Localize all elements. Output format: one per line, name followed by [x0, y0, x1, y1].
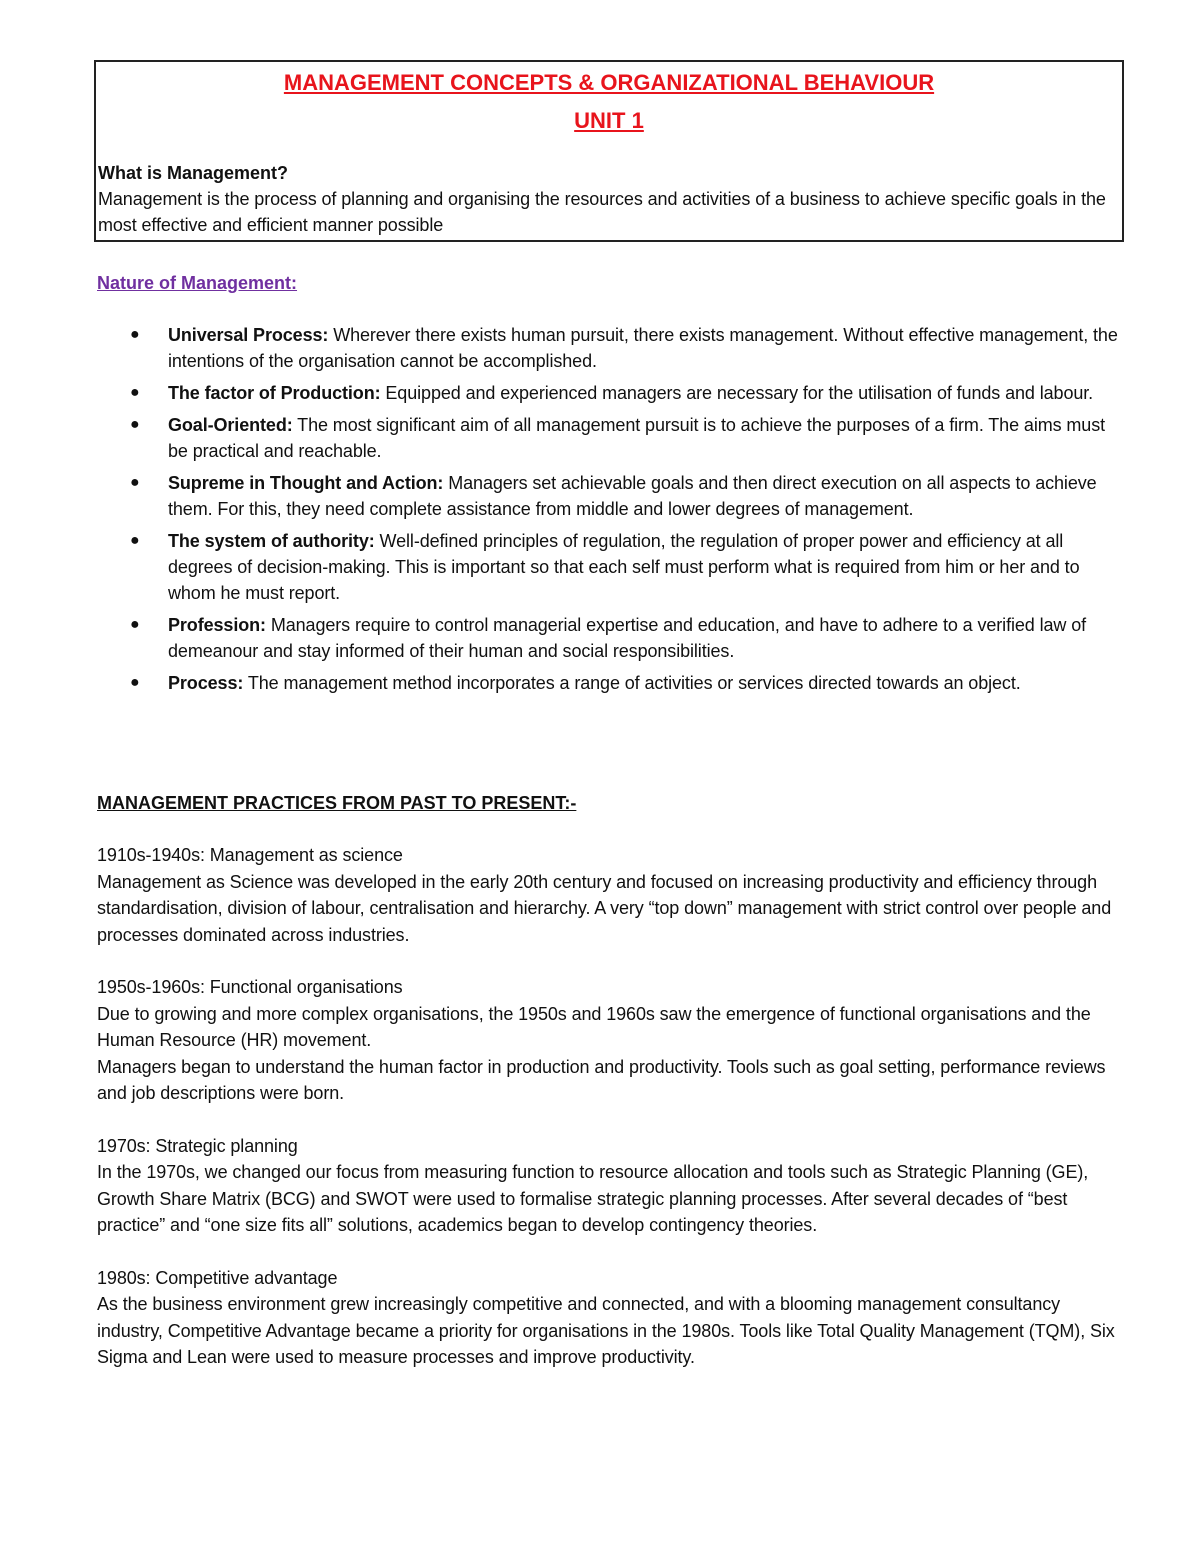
bullet-term: Universal Process:: [168, 325, 329, 345]
bullet-text: Well-defined principles of regulation, the regulation of proper power and efficiency at all degrees of decision-making. This is important so that each self must perform what is required from him or her and to whom he must report.: [168, 531, 1080, 603]
era-paragraph: Managers began to understand the human factor in production and productivity. Tools such as goal setting, performance reviews and job descriptions were born.: [97, 1056, 1106, 1103]
nature-list: [97, 322, 1127, 702]
era-title: 1950s-1960s: Functional organisations: [97, 977, 403, 997]
definition-text: Management is the process of planning and organising the resources and activities of a business to achieve specific goals in the most effective and efficient manner possible: [98, 189, 1106, 235]
bullet-text: The most significant aim of all management pursuit is to achieve the purposes of a firm. The aims must be practical and reachable.: [168, 415, 1106, 461]
list-item: [97, 528, 1127, 606]
bullet-term: Supreme in Thought and Action:: [168, 473, 444, 493]
bullet-text: Managers require to control managerial expertise and education, and have to adhere to a verified law of demeanour and stay informed of their human and social responsibilities.: [168, 615, 1087, 661]
list-item: [97, 322, 1127, 374]
bullet-icon: ●: [130, 674, 140, 691]
era-paragraph: In the 1970s, we changed our focus from measuring function to resource allocation and tools such as Strategic Planning (GE), Growth Share Matrix (BCG) and SWOT were used to formalise strategic planning processes. After several decades of “best practice” and “one size fits all” solutions, academics began to develop contingency theories.: [97, 1162, 1089, 1235]
era-section: [97, 1133, 1127, 1239]
practices-section: [97, 790, 1127, 1397]
header-box: [94, 60, 1124, 242]
list-item: [97, 670, 1127, 696]
bullet-term: The factor of Production:: [168, 383, 381, 403]
bullet-term: Process:: [168, 673, 244, 693]
era-paragraph: As the business environment grew increasingly competitive and connected, and with a blooming management consultancy industry, Competitive Advantage became a priority for organisations in the 1980s. Tools like Total Quality Management (TQM), Six Sigma and Lean were used to measure processes and improve productivity.: [97, 1294, 1115, 1367]
bullet-term: The system of authority:: [168, 531, 375, 551]
era-title: 1980s: Competitive advantage: [97, 1267, 338, 1288]
era-title: 1910s-1940s: Management as science: [97, 845, 403, 865]
era-title: 1970s: Strategic planning: [97, 1135, 298, 1156]
list-item: [97, 470, 1127, 522]
bullet-icon: ●: [130, 416, 140, 433]
era-section: [97, 1265, 1127, 1371]
nature-heading: Nature of Management:: [97, 273, 298, 293]
bullet-icon: ●: [130, 616, 140, 633]
bullet-icon: ●: [130, 474, 140, 491]
list-item: [97, 412, 1127, 464]
list-item: [97, 380, 1127, 406]
bullet-text: Equipped and experienced managers are necessary for the utilisation of funds and labour.: [380, 383, 1094, 403]
definition-heading: What is Management?: [98, 163, 289, 183]
bullet-icon: ●: [130, 532, 140, 549]
bullet-icon: ●: [130, 384, 140, 401]
list-item: [97, 612, 1127, 664]
document-title: MANAGEMENT CONCEPTS & ORGANIZATIONAL BEHAVIOUR: [283, 70, 935, 95]
bullet-text: Managers set achievable goals and then direct execution on all aspects to achieve them. For this, they need complete assistance from middle and lower degrees of management.: [168, 473, 1097, 519]
bullet-term: Profession:: [168, 615, 266, 635]
bullet-term: Goal-Oriented:: [168, 415, 293, 435]
practices-heading: MANAGEMENT PRACTICES FROM PAST TO PRESENT:-: [97, 793, 577, 813]
era-section: [97, 842, 1127, 948]
unit-title: UNIT 1: [574, 108, 644, 133]
bullet-text: Wherever there exists human pursuit, there exists management. Without effective management, the intentions of the organisation cannot be accomplished.: [168, 325, 1118, 371]
bullet-text: The management method incorporates a range of activities or services directed towards an object.: [243, 673, 1021, 693]
bullet-icon: ●: [130, 326, 140, 343]
era-section: [97, 974, 1127, 1107]
era-paragraph: Management as Science was developed in the early 20th century and focused on increasing productivity and efficiency through standardisation, division of labour, centralisation and hierarchy. A very “top down” management with strict control over people and processes dominated across industries.: [97, 871, 1112, 945]
era-paragraph: Due to growing and more complex organisations, the 1950s and 1960s saw the emergence of functional organisations and the Human Resource (HR) movement.: [97, 1003, 1091, 1050]
